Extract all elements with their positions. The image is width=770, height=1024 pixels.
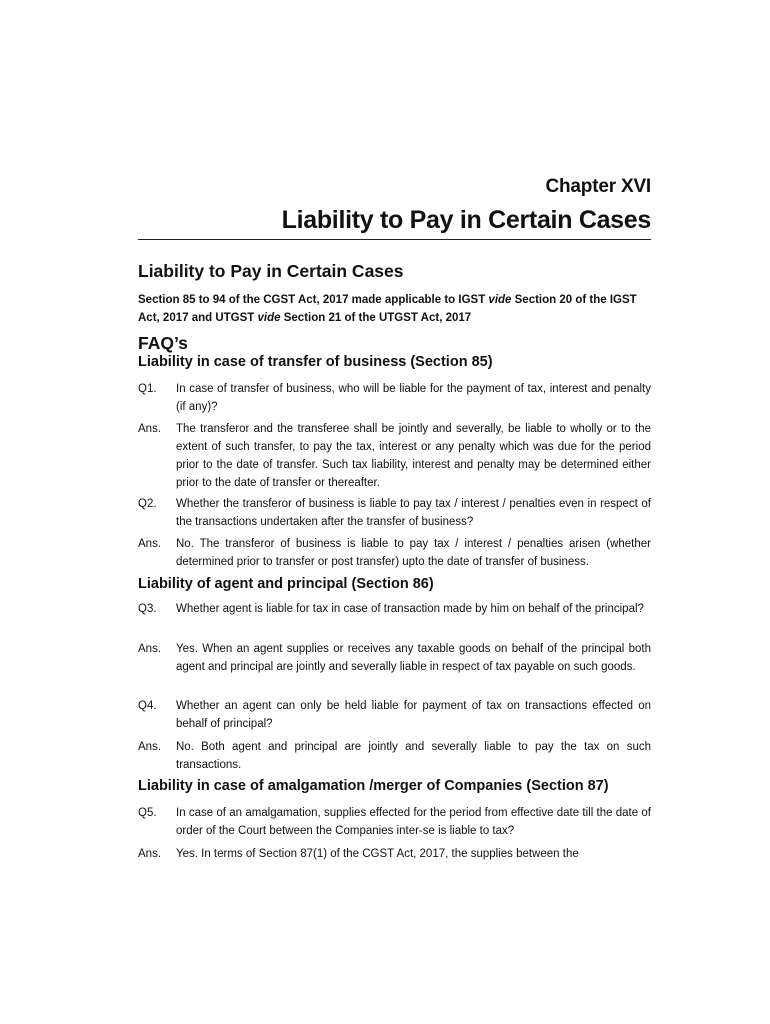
faq-question [138,600,651,618]
item-text: Whether agent is liable for tax in case of transaction made by him on behalf of the principal? [176,603,644,615]
item-text: Whether an agent can only be held liable for payment of tax on transactions effected on behalf of principal? [176,700,651,730]
faq-answer [138,640,651,676]
item-text: In case of an amalgamation, supplies effected for the period from effective date till the date of order of the Court between the Companies inter-se is liable to tax? [176,807,651,837]
item-label: Ans. [138,643,162,655]
item-label: Q4. [138,700,157,712]
item-label: Q5. [138,807,157,819]
faq-question [138,697,651,733]
item-label: Ans. [138,423,162,435]
item-label: Q2. [138,498,157,510]
item-text: Yes. In terms of Section 87(1) of the CGST Act, 2017, the supplies between the [176,848,579,860]
intro-text-3: Section 21 of the UTGST Act, 2017 [280,312,472,324]
item-label: Ans. [138,538,162,550]
item-label: Q1. [138,383,157,395]
subsection-heading: Liability in case of transfer of business (Section 85) [138,354,493,370]
item-text: The transferor and the transferee shall be jointly and severally, be liable to wholly or to the extent of such transfer, to pay the tax, interest or any penalty which was due for the period prior to the date of transfer. Such tax liability, interest and penalty may be determined either prior to the date of transfer or thereafter. [176,423,651,489]
chapter-title: Liability to Pay in Certain Cases [281,206,651,234]
item-text: No. The transferor of business is liable to pay tax / interest / penalties arisen (whether determined prior to transfer or post transfer) upto the date of transfer of business. [176,538,651,568]
item-text: In case of transfer of business, who will be liable for the payment of tax, interest and penalty (if any)? [176,383,651,413]
chapter-number: Chapter XVI [545,176,651,197]
faq-answer [138,738,651,774]
intro-vide-1: vide [488,294,512,306]
faq-question [138,495,651,531]
section-heading: Liability to Pay in Certain Cases [138,261,404,281]
faq-question [138,380,651,416]
item-label: Ans. [138,848,162,860]
item-text: No. Both agent and principal are jointly and severally liable to pay the tax on such transactions. [176,741,651,771]
faq-answer [138,420,651,492]
intro-text-2: Section 20 of the IGST Act, 2017 and UTGST [138,294,637,324]
intro-text-1: Section 85 to 94 of the CGST Act, 2017 made applicable to IGST [138,294,489,306]
item-label: Q3. [138,603,157,615]
intro-vide-2: vide [257,312,281,324]
item-label: Ans. [138,741,162,753]
subsection-heading: Liability of agent and principal (Section 86) [138,576,434,592]
item-text: Whether the transferor of business is liable to pay tax / interest / penalties even in respect of the transactions undertaken after the transfer of business? [176,498,651,528]
item-text: Yes. When an agent supplies or receives any taxable goods on behalf of the principal both agent and principal are jointly and severally liable in respect of tax payable on such goods. [176,643,651,673]
title-divider [138,239,651,240]
faq-heading: FAQ’s [138,333,188,353]
subsection-heading: Liability in case of amalgamation /merger of Companies (Section 87) [138,778,609,794]
faq-answer [138,845,651,863]
intro-paragraph [138,291,651,327]
faq-question [138,804,651,840]
faq-answer [138,535,651,571]
